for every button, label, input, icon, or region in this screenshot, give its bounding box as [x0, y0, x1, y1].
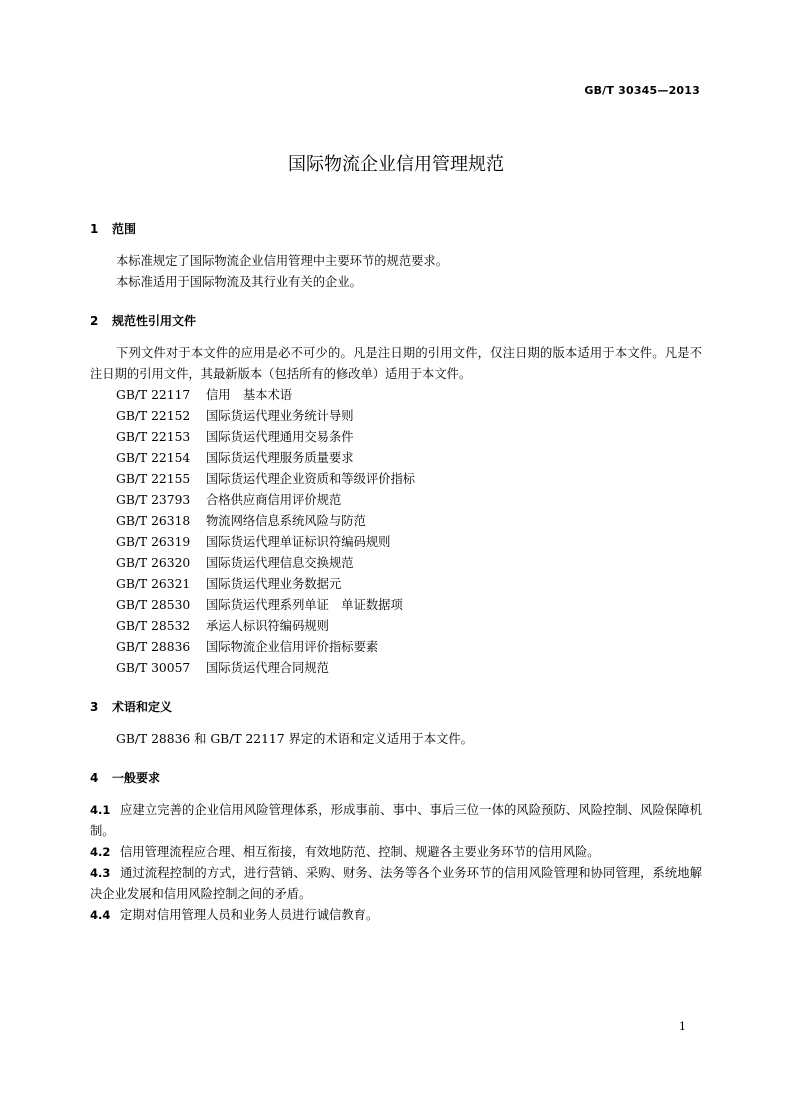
reference-title: 国际货运代理通用交易条件 — [206, 430, 354, 444]
reference-code: GB/T 22117 — [116, 388, 191, 402]
reference-code: GB/T 26320 — [116, 556, 191, 570]
reference-code: GB/T 23793 — [116, 493, 191, 507]
document-body — [90, 219, 702, 926]
section-title: 范围 — [112, 222, 137, 236]
reference-title: 国际货运代理业务统计导则 — [206, 409, 354, 423]
reference-code: GB/T 22152 — [116, 409, 191, 423]
section-title: 术语和定义 — [112, 700, 173, 714]
page-number: 1 — [679, 1020, 686, 1033]
section-number: 1 — [90, 222, 99, 236]
section-heading-scope — [90, 219, 702, 239]
reference-item — [116, 637, 702, 658]
section-number: 2 — [90, 314, 99, 328]
normative-refs-intro: 下列文件对于本文件的应用是必不可少的。凡是注日期的引用文件，仅注日期的版本适用于本文件。凡是不注日期的引用文件，其最新版本（包括所有的修改单）适用于本文件。 — [90, 346, 702, 381]
reference-code: GB/T 30057 — [116, 661, 191, 675]
requirement-item — [90, 905, 702, 926]
reference-item — [116, 553, 702, 574]
requirement-number: 4.1 — [90, 803, 111, 817]
reference-item — [116, 448, 702, 469]
reference-item — [116, 532, 702, 553]
reference-title: 国际物流企业信用评价指标要素 — [206, 640, 379, 654]
section-heading-general — [90, 768, 702, 788]
section-heading-terms — [90, 697, 702, 717]
reference-title: 国际货运代理系列单证 单证数据项 — [206, 598, 403, 612]
reference-title: 合格供应商信用评价规范 — [206, 493, 342, 507]
section-title: 一般要求 — [112, 771, 161, 785]
reference-item — [116, 490, 702, 511]
reference-code: GB/T 22155 — [116, 472, 191, 486]
requirement-item — [90, 863, 702, 905]
section-title: 规范性引用文件 — [112, 314, 197, 328]
section-number: 3 — [90, 700, 99, 714]
reference-title: 国际货运代理合同规范 — [206, 661, 329, 675]
reference-code: GB/T 22153 — [116, 430, 191, 444]
section-heading-normative-refs — [90, 311, 702, 331]
reference-item — [116, 595, 702, 616]
document-title: 国际物流企业信用管理规范 — [288, 154, 504, 175]
reference-item — [116, 574, 702, 595]
reference-item — [116, 469, 702, 490]
reference-title: 国际货运代理单证标识符编码规则 — [206, 535, 391, 549]
reference-code: GB/T 22154 — [116, 451, 191, 465]
reference-title: 国际货运代理服务质量要求 — [206, 451, 354, 465]
reference-code: GB/T 26318 — [116, 514, 191, 528]
reference-item — [116, 427, 702, 448]
reference-item — [116, 406, 702, 427]
requirement-text: 定期对信用管理人员和业务人员进行诚信教育。 — [120, 908, 379, 922]
requirement-number: 4.4 — [90, 908, 111, 922]
reference-title: 国际货运代理企业资质和等级评价指标 — [206, 472, 416, 486]
reference-code: GB/T 28530 — [116, 598, 191, 612]
reference-title: 国际货运代理业务数据元 — [206, 577, 342, 591]
reference-code: GB/T 28836 — [116, 640, 191, 654]
reference-title: 承运人标识符编码规则 — [206, 619, 329, 633]
requirement-text: 通过流程控制的方式，进行营销、采购、财务、法务等各个业务环节的信用风险管理和协同管理，系统地解决企业发展和信用风险控制之间的矛盾。 — [90, 866, 702, 901]
reference-title: 物流网络信息系统风险与防范 — [206, 514, 366, 528]
reference-code: GB/T 28532 — [116, 619, 191, 633]
reference-code: GB/T 26319 — [116, 535, 191, 549]
reference-title: 信用 基本术语 — [206, 388, 293, 402]
requirement-item — [90, 800, 702, 842]
requirement-text: 信用管理流程应合理、相互衔接，有效地防范、控制、规避各主要业务环节的信用风险。 — [120, 845, 600, 859]
section-number: 4 — [90, 771, 99, 785]
requirement-number: 4.3 — [90, 866, 111, 880]
requirement-number: 4.2 — [90, 845, 111, 859]
reference-list — [116, 385, 702, 679]
requirement-text: 应建立完善的企业信用风险管理体系，形成事前、事中、事后三位一体的风险预防、风险控制、风险保障机制。 — [90, 803, 702, 838]
terms-paragraph: GB/T 28836 和 GB/T 22117 界定的术语和定义适用于本文件。 — [116, 732, 473, 746]
reference-item — [116, 385, 702, 406]
reference-item — [116, 616, 702, 637]
requirement-item — [90, 842, 702, 863]
scope-paragraph: 本标准适用于国际物流及其行业有关的企业。 — [116, 275, 362, 289]
reference-code: GB/T 26321 — [116, 577, 191, 591]
scope-paragraph: 本标准规定了国际物流企业信用管理中主要环节的规范要求。 — [116, 254, 449, 268]
reference-item — [116, 511, 702, 532]
reference-item — [116, 658, 702, 679]
standard-code: GB/T 30345—2013 — [584, 84, 700, 97]
reference-title: 国际货运代理信息交换规范 — [206, 556, 354, 570]
